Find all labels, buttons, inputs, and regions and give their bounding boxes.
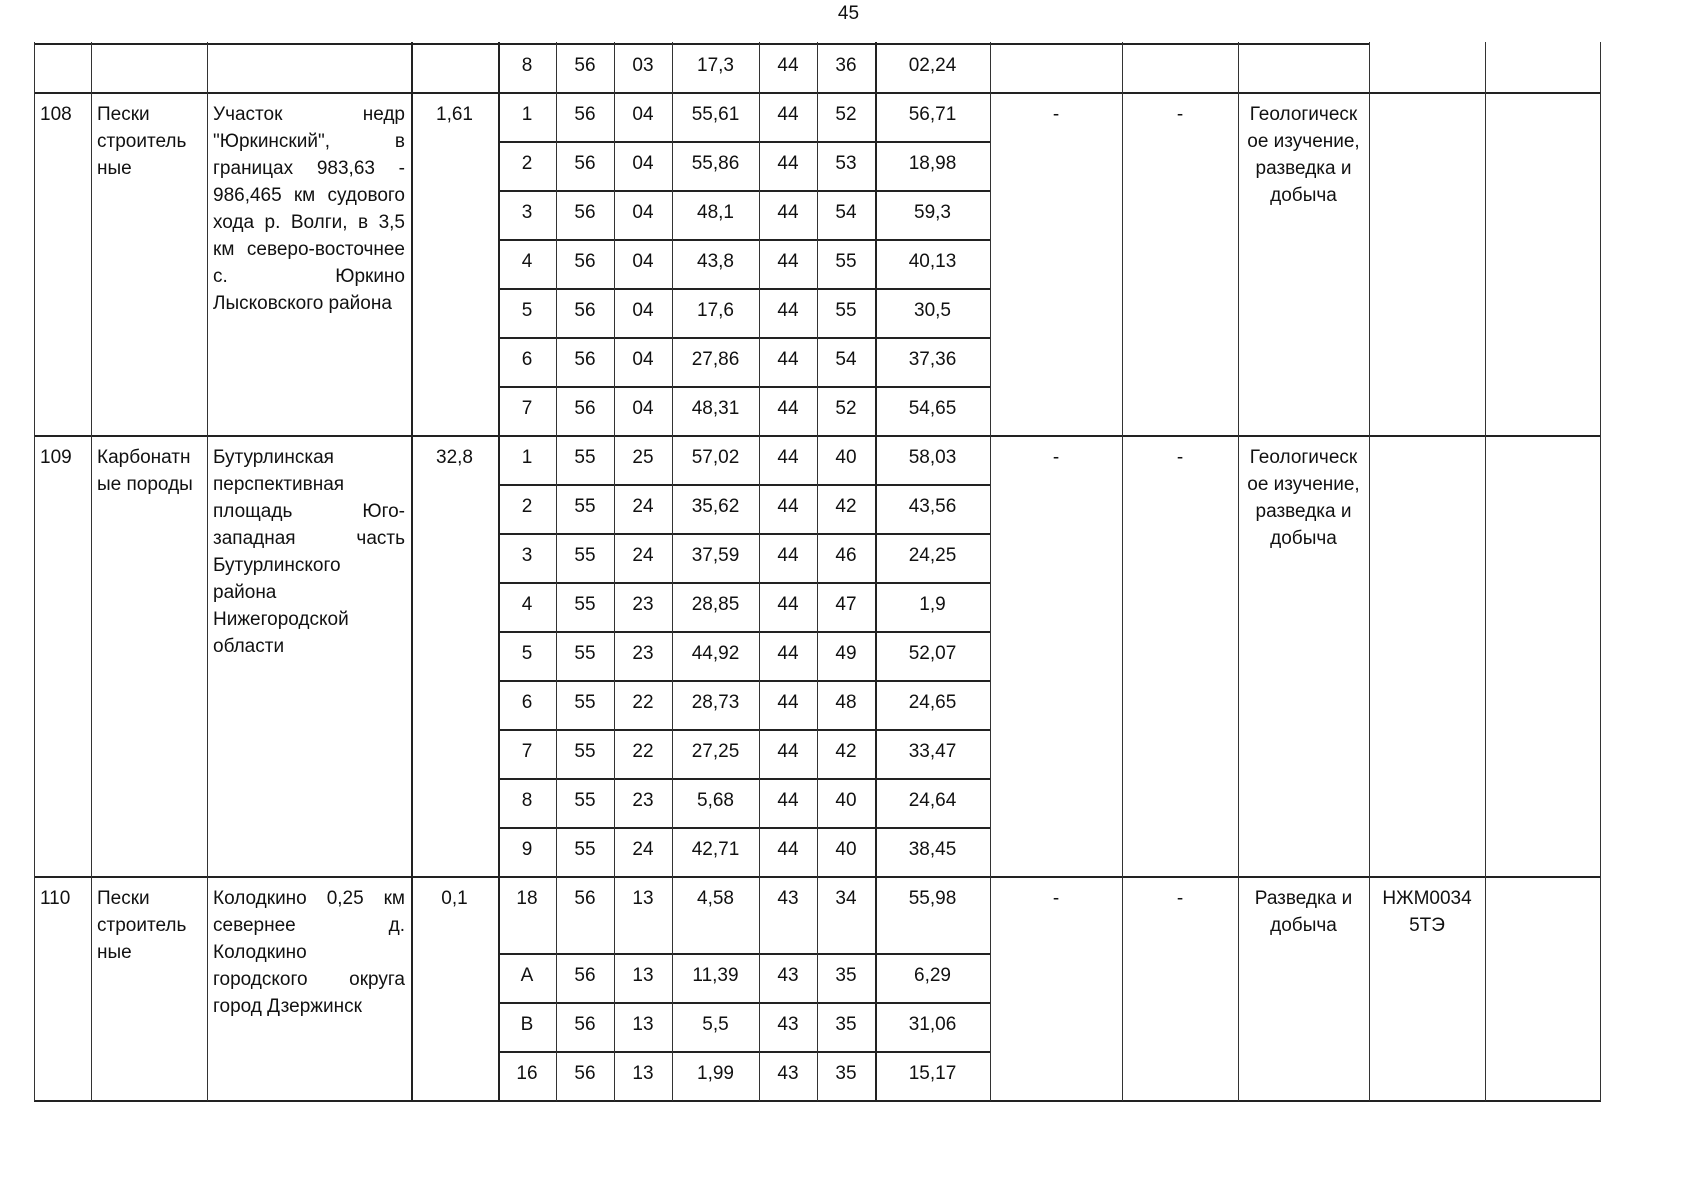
coord-cell: 4 bbox=[521, 594, 533, 615]
coord-cell: 5 bbox=[521, 300, 533, 321]
coord-cell: 04 bbox=[632, 153, 654, 174]
site-description: Колодкино 0,25 км севернее д. Колодкино городского округа город Дзержинск bbox=[213, 888, 405, 1017]
page-number: 45 bbox=[837, 3, 860, 24]
record-number: 108 bbox=[40, 104, 72, 125]
coord-cell: 35,62 bbox=[691, 496, 740, 517]
coord-cell: 44 bbox=[777, 839, 799, 860]
coord-cell: 55 bbox=[574, 594, 596, 615]
coord-cell: 5,5 bbox=[702, 1014, 729, 1035]
coord-cell: 04 bbox=[632, 300, 654, 321]
coord-cell: 04 bbox=[632, 202, 654, 223]
coord-cell: 5 bbox=[521, 643, 533, 664]
coord-cell: 44 bbox=[777, 300, 799, 321]
coord-cell: 56 bbox=[574, 1063, 596, 1084]
usage-purpose: Разведка и добыча bbox=[1254, 888, 1353, 936]
coord-cell: 48,1 bbox=[697, 202, 734, 223]
coord-cell: 56 bbox=[574, 153, 596, 174]
site-description: Участок недр "Юркинский", в границах 983,63 - 986,465 км судового хода р. Волги, в 3,5 км северо-восточнее с. Юркино Лысковского района bbox=[213, 104, 405, 314]
coord-cell: В bbox=[520, 1014, 534, 1035]
coord-cell: 58,03 bbox=[908, 447, 957, 468]
coord-cell: 35 bbox=[835, 1063, 857, 1084]
coord-cell: 44 bbox=[777, 398, 799, 419]
mineral-type: Пески строитель ные bbox=[97, 888, 187, 963]
coord-cell: 18,98 bbox=[908, 153, 957, 174]
coord-cell: 33,47 bbox=[908, 741, 957, 762]
coord-cell: 3 bbox=[521, 545, 533, 566]
coord-cell: 44 bbox=[777, 447, 799, 468]
coord-cell: 38,45 bbox=[908, 839, 957, 860]
coord-cell: 37,36 bbox=[908, 349, 957, 370]
coord-cell: 2 bbox=[521, 153, 533, 174]
coord-cell: 44 bbox=[777, 153, 799, 174]
coord-cell: 55,98 bbox=[908, 888, 957, 909]
coord-cell: 59,3 bbox=[914, 202, 951, 223]
coord-cell: 55,61 bbox=[691, 104, 740, 125]
table-rule bbox=[91, 42, 92, 1101]
coord-cell: 24,64 bbox=[908, 790, 957, 811]
coord-cell: 44,92 bbox=[691, 643, 740, 664]
coord-cell: 57,02 bbox=[691, 447, 740, 468]
coord-cell: 40 bbox=[835, 839, 857, 860]
coord-cell: 7 bbox=[521, 398, 533, 419]
coord-cell: 25 bbox=[632, 447, 654, 468]
dash-cell: - bbox=[1176, 104, 1184, 125]
coord-cell: 8 bbox=[521, 790, 533, 811]
coord-cell: 13 bbox=[632, 1063, 654, 1084]
coord-cell: 48 bbox=[835, 692, 857, 713]
coord-cell: 48,31 bbox=[691, 398, 740, 419]
coord-cell: 55 bbox=[574, 839, 596, 860]
coord-cell: 37,59 bbox=[691, 545, 740, 566]
coord-cell: 35 bbox=[835, 1014, 857, 1035]
record-number: 109 bbox=[40, 447, 72, 468]
table-rule bbox=[34, 43, 1370, 45]
table-rule bbox=[614, 42, 615, 1101]
coord-cell: 44 bbox=[777, 790, 799, 811]
coord-cell: 6 bbox=[521, 349, 533, 370]
coord-cell: 55 bbox=[835, 300, 857, 321]
table-rule bbox=[1600, 42, 1601, 1101]
dash-cell: - bbox=[1052, 888, 1060, 909]
table-rule bbox=[1485, 42, 1486, 1101]
coord-cell: 15,17 bbox=[908, 1063, 957, 1084]
coord-cell: 1,9 bbox=[919, 594, 946, 615]
coord-cell: 43,56 bbox=[908, 496, 957, 517]
table-rule bbox=[1369, 42, 1370, 1101]
coord-cell: 28,85 bbox=[691, 594, 740, 615]
table-rule bbox=[817, 42, 818, 1101]
coord-cell: 42 bbox=[835, 741, 857, 762]
dash-cell: - bbox=[1052, 104, 1060, 125]
coord-cell: 47 bbox=[835, 594, 857, 615]
coord-cell: 44 bbox=[777, 251, 799, 272]
coord-cell: 49 bbox=[835, 643, 857, 664]
table-rule bbox=[1122, 42, 1123, 1101]
coord-cell: 24 bbox=[632, 545, 654, 566]
coord-cell: 56 bbox=[574, 965, 596, 986]
coord-cell: 24 bbox=[632, 839, 654, 860]
coord-cell: 1 bbox=[521, 104, 533, 125]
table-rule bbox=[411, 42, 413, 1101]
area-value: 1,61 bbox=[436, 104, 473, 125]
coord-cell: 55 bbox=[574, 447, 596, 468]
coord-cell: 17,3 bbox=[697, 55, 734, 76]
table-rule bbox=[34, 42, 35, 1101]
coord-cell: 56 bbox=[574, 104, 596, 125]
coord-cell: 54,65 bbox=[908, 398, 957, 419]
coord-cell: 40 bbox=[835, 447, 857, 468]
coord-cell: 13 bbox=[632, 1014, 654, 1035]
coord-cell: 55 bbox=[574, 790, 596, 811]
coord-cell: 4,58 bbox=[697, 888, 734, 909]
coord-cell: 43 bbox=[777, 1014, 799, 1035]
coord-cell: 13 bbox=[632, 965, 654, 986]
coord-cell: 04 bbox=[632, 104, 654, 125]
license-number bbox=[1369, 93, 1485, 436]
coord-cell: 27,25 bbox=[691, 741, 740, 762]
coord-cell: 7 bbox=[521, 741, 533, 762]
table-rule bbox=[759, 42, 760, 1101]
coord-cell: 31,06 bbox=[908, 1014, 957, 1035]
coord-cell: 40,13 bbox=[908, 251, 957, 272]
coord-cell: 53 bbox=[835, 153, 857, 174]
coord-cell: 04 bbox=[632, 251, 654, 272]
usage-purpose: Геологическ ое изучение, разведка и добыча bbox=[1247, 447, 1360, 549]
coord-cell: 42,71 bbox=[691, 839, 740, 860]
coord-cell: 34 bbox=[835, 888, 857, 909]
dash-cell: - bbox=[1052, 447, 1060, 468]
coord-cell: 03 bbox=[632, 55, 654, 76]
license-number: НЖМ0034 5ТЭ bbox=[1382, 888, 1472, 936]
coord-cell: 8 bbox=[521, 55, 533, 76]
coord-cell: 42 bbox=[835, 496, 857, 517]
coord-cell: 1 bbox=[521, 447, 533, 468]
coord-cell: 23 bbox=[632, 643, 654, 664]
coord-cell: 43 bbox=[777, 1063, 799, 1084]
coord-cell: 2 bbox=[521, 496, 533, 517]
coord-cell: 56 bbox=[574, 888, 596, 909]
coord-cell: 56 bbox=[574, 55, 596, 76]
table-rule bbox=[207, 42, 208, 1101]
coord-cell: 6,29 bbox=[914, 965, 951, 986]
coord-cell: 22 bbox=[632, 692, 654, 713]
coord-cell: 02,24 bbox=[908, 55, 957, 76]
coord-cell: 56 bbox=[574, 251, 596, 272]
coord-cell: А bbox=[520, 965, 534, 986]
coord-cell: 9 bbox=[521, 839, 533, 860]
coord-cell: 54 bbox=[835, 349, 857, 370]
coord-cell: 55 bbox=[574, 496, 596, 517]
coord-cell: 44 bbox=[777, 594, 799, 615]
coord-cell: 52 bbox=[835, 398, 857, 419]
coord-cell: 44 bbox=[777, 202, 799, 223]
table-rule bbox=[498, 42, 500, 1101]
coord-cell: 56 bbox=[574, 349, 596, 370]
coord-cell: 30,5 bbox=[914, 300, 951, 321]
record-number: 110 bbox=[40, 888, 71, 909]
coord-cell: 55 bbox=[835, 251, 857, 272]
table-rule bbox=[990, 42, 991, 1101]
coord-cell: 55 bbox=[574, 545, 596, 566]
dash-cell: - bbox=[1176, 447, 1184, 468]
coord-cell: 24,25 bbox=[908, 545, 957, 566]
coord-cell: 44 bbox=[777, 643, 799, 664]
coord-cell: 55,86 bbox=[691, 153, 740, 174]
area-value: 0,1 bbox=[441, 888, 468, 909]
coord-cell: 28,73 bbox=[691, 692, 740, 713]
site-description: Бутурлинская перспективная площадь Юго-западная часть Бутурлинского района Нижегородской области bbox=[213, 447, 405, 657]
table-rule bbox=[1238, 42, 1239, 1101]
coord-cell: 23 bbox=[632, 594, 654, 615]
coord-cell: 40 bbox=[835, 790, 857, 811]
coord-cell: 44 bbox=[777, 545, 799, 566]
coord-cell: 11,39 bbox=[692, 965, 739, 986]
dash-cell: - bbox=[1176, 888, 1184, 909]
coord-cell: 24,65 bbox=[908, 692, 957, 713]
coord-cell: 43,8 bbox=[697, 251, 734, 272]
coord-cell: 55 bbox=[574, 643, 596, 664]
coord-cell: 5,68 bbox=[697, 790, 734, 811]
coord-cell: 27,86 bbox=[691, 349, 740, 370]
coord-cell: 55 bbox=[574, 741, 596, 762]
coord-cell: 44 bbox=[777, 496, 799, 517]
coord-cell: 24 bbox=[632, 496, 654, 517]
coord-cell: 44 bbox=[777, 55, 799, 76]
coord-cell: 44 bbox=[777, 692, 799, 713]
coord-cell: 13 bbox=[632, 888, 654, 909]
coord-cell: 35 bbox=[835, 965, 857, 986]
mineral-type: Карбонатн ые породы bbox=[97, 447, 193, 495]
coord-cell: 43 bbox=[777, 888, 799, 909]
area-value: 32,8 bbox=[436, 447, 473, 468]
coord-cell: 52,07 bbox=[908, 643, 957, 664]
coord-cell: 56 bbox=[574, 398, 596, 419]
coord-cell: 44 bbox=[777, 349, 799, 370]
coord-cell: 56 bbox=[574, 202, 596, 223]
table-rule bbox=[672, 42, 673, 1101]
coord-cell: 44 bbox=[777, 104, 799, 125]
coord-cell: 56,71 bbox=[908, 104, 957, 125]
coord-cell: 4 bbox=[521, 251, 533, 272]
coord-cell: 1,99 bbox=[697, 1063, 734, 1084]
coord-cell: 55 bbox=[574, 692, 596, 713]
usage-purpose: Геологическ ое изучение, разведка и добыча bbox=[1247, 104, 1360, 206]
coord-cell: 17,6 bbox=[697, 300, 734, 321]
coord-cell: 44 bbox=[777, 741, 799, 762]
license-number bbox=[1369, 436, 1485, 877]
coord-cell: 52 bbox=[835, 104, 857, 125]
coord-cell: 3 bbox=[521, 202, 533, 223]
mineral-type: Пески строитель ные bbox=[97, 104, 187, 179]
coord-cell: 16 bbox=[516, 1063, 538, 1084]
coord-cell: 04 bbox=[632, 349, 654, 370]
coord-cell: 54 bbox=[835, 202, 857, 223]
coord-cell: 43 bbox=[777, 965, 799, 986]
table-rule bbox=[556, 42, 557, 1101]
coord-cell: 46 bbox=[835, 545, 857, 566]
coord-cell: 18 bbox=[516, 888, 538, 909]
coord-cell: 36 bbox=[835, 55, 857, 76]
coord-cell: 6 bbox=[521, 692, 533, 713]
coord-cell: 56 bbox=[574, 300, 596, 321]
coord-cell: 22 bbox=[632, 741, 654, 762]
table-rule bbox=[875, 42, 877, 1101]
coord-cell: 56 bbox=[574, 1014, 596, 1035]
coord-cell: 23 bbox=[632, 790, 654, 811]
coord-cell: 04 bbox=[632, 398, 654, 419]
